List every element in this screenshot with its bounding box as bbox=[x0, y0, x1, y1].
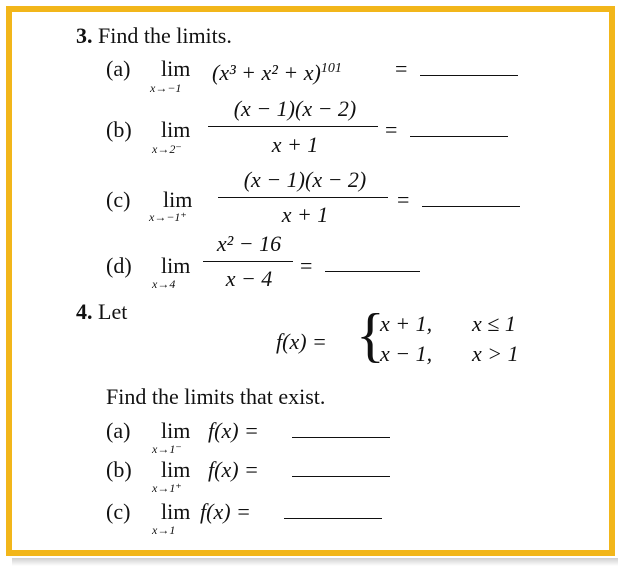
part-3c-denominator: x + 1 bbox=[281, 202, 329, 227]
part-4a-lim-sub: x→1⁻ bbox=[152, 442, 182, 456]
part-3b-label: (b) bbox=[106, 117, 132, 142]
part-3b-lim-sub: x→2⁻ bbox=[152, 142, 182, 156]
part-3b-equals: = bbox=[385, 117, 398, 142]
part-3b-lim: lim bbox=[161, 117, 191, 142]
part-3a-expr-base: (x³ + x² + x) bbox=[212, 60, 321, 85]
piecewise-case1-expr: x + 1, bbox=[380, 311, 433, 336]
part-3a-label: (a) bbox=[106, 56, 131, 81]
part-3c-fraction-bar bbox=[218, 197, 388, 198]
part-3c-numerator: (x − 1)(x − 2) bbox=[243, 167, 367, 192]
part-3a-lim-sub: x→−1 bbox=[150, 81, 182, 95]
piecewise-brace: { bbox=[356, 302, 385, 368]
problem-4-number: 4. bbox=[76, 299, 93, 324]
part-3a-expression bbox=[212, 57, 342, 85]
part-4c-lim: lim bbox=[161, 499, 191, 524]
part-3d-numerator: x² − 16 bbox=[216, 231, 282, 256]
part-3c-answer-blank[interactable] bbox=[422, 205, 520, 207]
part-3c-lim: lim bbox=[163, 187, 193, 212]
part-3d-equals: = bbox=[300, 253, 313, 278]
part-4c-expression: f(x) = bbox=[200, 499, 251, 524]
part-3c-label: (c) bbox=[106, 187, 131, 212]
problem-3-prompt: Find the limits. bbox=[98, 23, 232, 48]
worksheet-frame bbox=[6, 6, 615, 556]
part-4b-expression: f(x) = bbox=[208, 457, 259, 482]
part-4b-answer-blank[interactable] bbox=[292, 475, 390, 477]
part-3b-answer-blank[interactable] bbox=[410, 135, 508, 137]
part-3d-label: (d) bbox=[106, 253, 132, 278]
problem-3-number: 3. bbox=[76, 23, 93, 48]
part-4a-label: (a) bbox=[106, 418, 131, 443]
frame-shadow bbox=[12, 558, 618, 566]
piecewise-case2-expr: x − 1, bbox=[380, 341, 433, 366]
part-3a-answer-blank[interactable] bbox=[420, 74, 518, 76]
part-3b-numerator: (x − 1)(x − 2) bbox=[233, 96, 357, 121]
part-3b-fraction-bar bbox=[208, 126, 378, 127]
part-3d-answer-blank[interactable] bbox=[325, 270, 420, 272]
part-3a-exponent: 101 bbox=[320, 61, 342, 76]
part-4a-lim: lim bbox=[161, 418, 191, 443]
part-3d-denominator: x − 4 bbox=[225, 266, 273, 291]
piecewise-case2-cond: x > 1 bbox=[472, 341, 519, 366]
part-4a-answer-blank[interactable] bbox=[292, 436, 390, 438]
piecewise-lhs: f(x) = bbox=[276, 329, 327, 354]
part-3b-denominator: x + 1 bbox=[271, 132, 319, 157]
part-4c-answer-blank[interactable] bbox=[284, 517, 382, 519]
part-3a-equals: = bbox=[395, 56, 408, 81]
problem-4-prompt: Let bbox=[98, 299, 128, 324]
part-4a-expression: f(x) = bbox=[208, 418, 259, 443]
problem-4-instruction: Find the limits that exist. bbox=[106, 384, 326, 409]
part-3c-lim-sub: x→−1⁺ bbox=[149, 210, 187, 224]
part-4c-lim-sub: x→1 bbox=[152, 523, 176, 537]
problem-3-header bbox=[76, 24, 232, 48]
problem-4-header bbox=[76, 300, 127, 324]
part-3d-fraction-bar bbox=[203, 261, 293, 262]
part-4b-lim: lim bbox=[161, 457, 191, 482]
part-4b-lim-sub: x→1⁺ bbox=[152, 481, 182, 495]
piecewise-case1-cond: x ≤ 1 bbox=[472, 311, 516, 336]
part-3c-equals: = bbox=[397, 187, 410, 212]
part-3a-lim: lim bbox=[161, 56, 191, 81]
part-3d-lim-sub: x→4 bbox=[152, 277, 176, 291]
part-3d-lim: lim bbox=[161, 253, 191, 278]
part-4c-label: (c) bbox=[106, 499, 131, 524]
part-4b-label: (b) bbox=[106, 457, 132, 482]
